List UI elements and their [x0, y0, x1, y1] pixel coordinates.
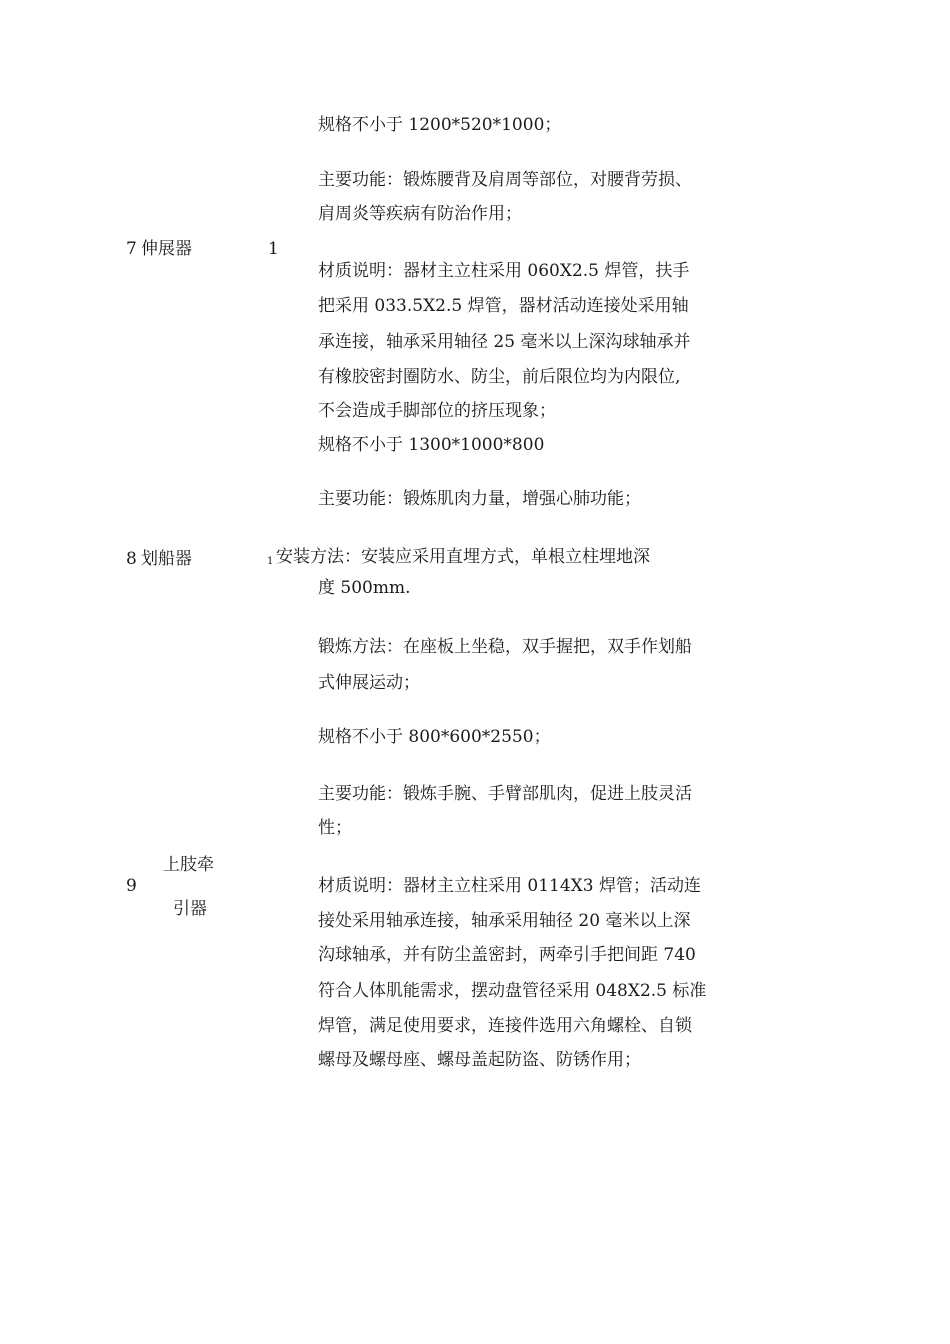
desc-line: 有橡胶密封圈防水、防尘，前后限位均为内限位,: [318, 367, 681, 387]
row-8-quantity: 1: [267, 556, 274, 567]
desc-line: 肩周炎等疾病有防治作用；: [318, 204, 522, 224]
desc-line: 材质说明：器材主立柱采用 060X2.5 焊管，扶手: [318, 261, 690, 281]
desc-line: 规格不小于 1300*1000*800: [318, 435, 545, 455]
desc-line: 符合人体肌能需求，摆动盘管径采用 048X2.5 标准: [318, 981, 707, 1001]
desc-line: 性；: [318, 818, 352, 838]
desc-line: 接处采用轴承连接，轴承采用轴径 20 毫米以上深: [318, 911, 691, 931]
desc-line: 锻炼方法：在座板上坐稳，双手握把，双手作划船: [318, 637, 692, 657]
row-8-number: 8: [126, 549, 137, 569]
desc-line: 把采用 033.5X2.5 焊管，器材活动连接处采用轴: [318, 296, 689, 316]
desc-line: 式伸展运动；: [318, 673, 420, 693]
desc-line: 承连接，轴承采用轴径 25 毫米以上深沟球轴承并: [318, 332, 691, 352]
desc-line: 材质说明：器材主立柱采用 0114X3 焊管；活动连: [318, 876, 701, 896]
row-7-number: 7: [126, 239, 137, 259]
desc-line: 不会造成手脚部位的挤压现象；: [318, 401, 556, 421]
desc-line: 沟球轴承，并有防尘盖密封，两牵引手把间距 740: [318, 945, 696, 965]
desc-line: 焊管，满足使用要求，连接件选用六角螺栓、自锁: [318, 1016, 692, 1036]
desc-line: 安装方法：安装应采用直埋方式，单根立柱埋地深: [276, 547, 650, 567]
row-7-quantity: 1: [268, 239, 279, 259]
desc-line: 度 500mm.: [318, 578, 411, 598]
row-8-name: 划船器: [141, 549, 192, 569]
desc-line: 主要功能：锻炼肌肉力量，增强心肺功能；: [318, 489, 641, 509]
desc-line: 螺母及螺母座、螺母盖起防盗、防锈作用；: [318, 1050, 641, 1070]
desc-line: 主要功能：锻炼腰背及肩周等部位，对腰背劳损、: [318, 170, 692, 190]
row-9-name-line2: 引器: [173, 899, 207, 919]
desc-line: 规格不小于 1200*520*1000；: [318, 115, 562, 135]
row-9-name-line1: 上肢牵: [163, 855, 214, 875]
desc-line: 规格不小于 800*600*2550；: [318, 727, 551, 747]
desc-line: 主要功能：锻炼手腕、手臂部肌肉，促进上肢灵活: [318, 784, 692, 804]
row-9-number: 9: [126, 876, 137, 896]
row-7-name: 伸展器: [141, 239, 192, 259]
